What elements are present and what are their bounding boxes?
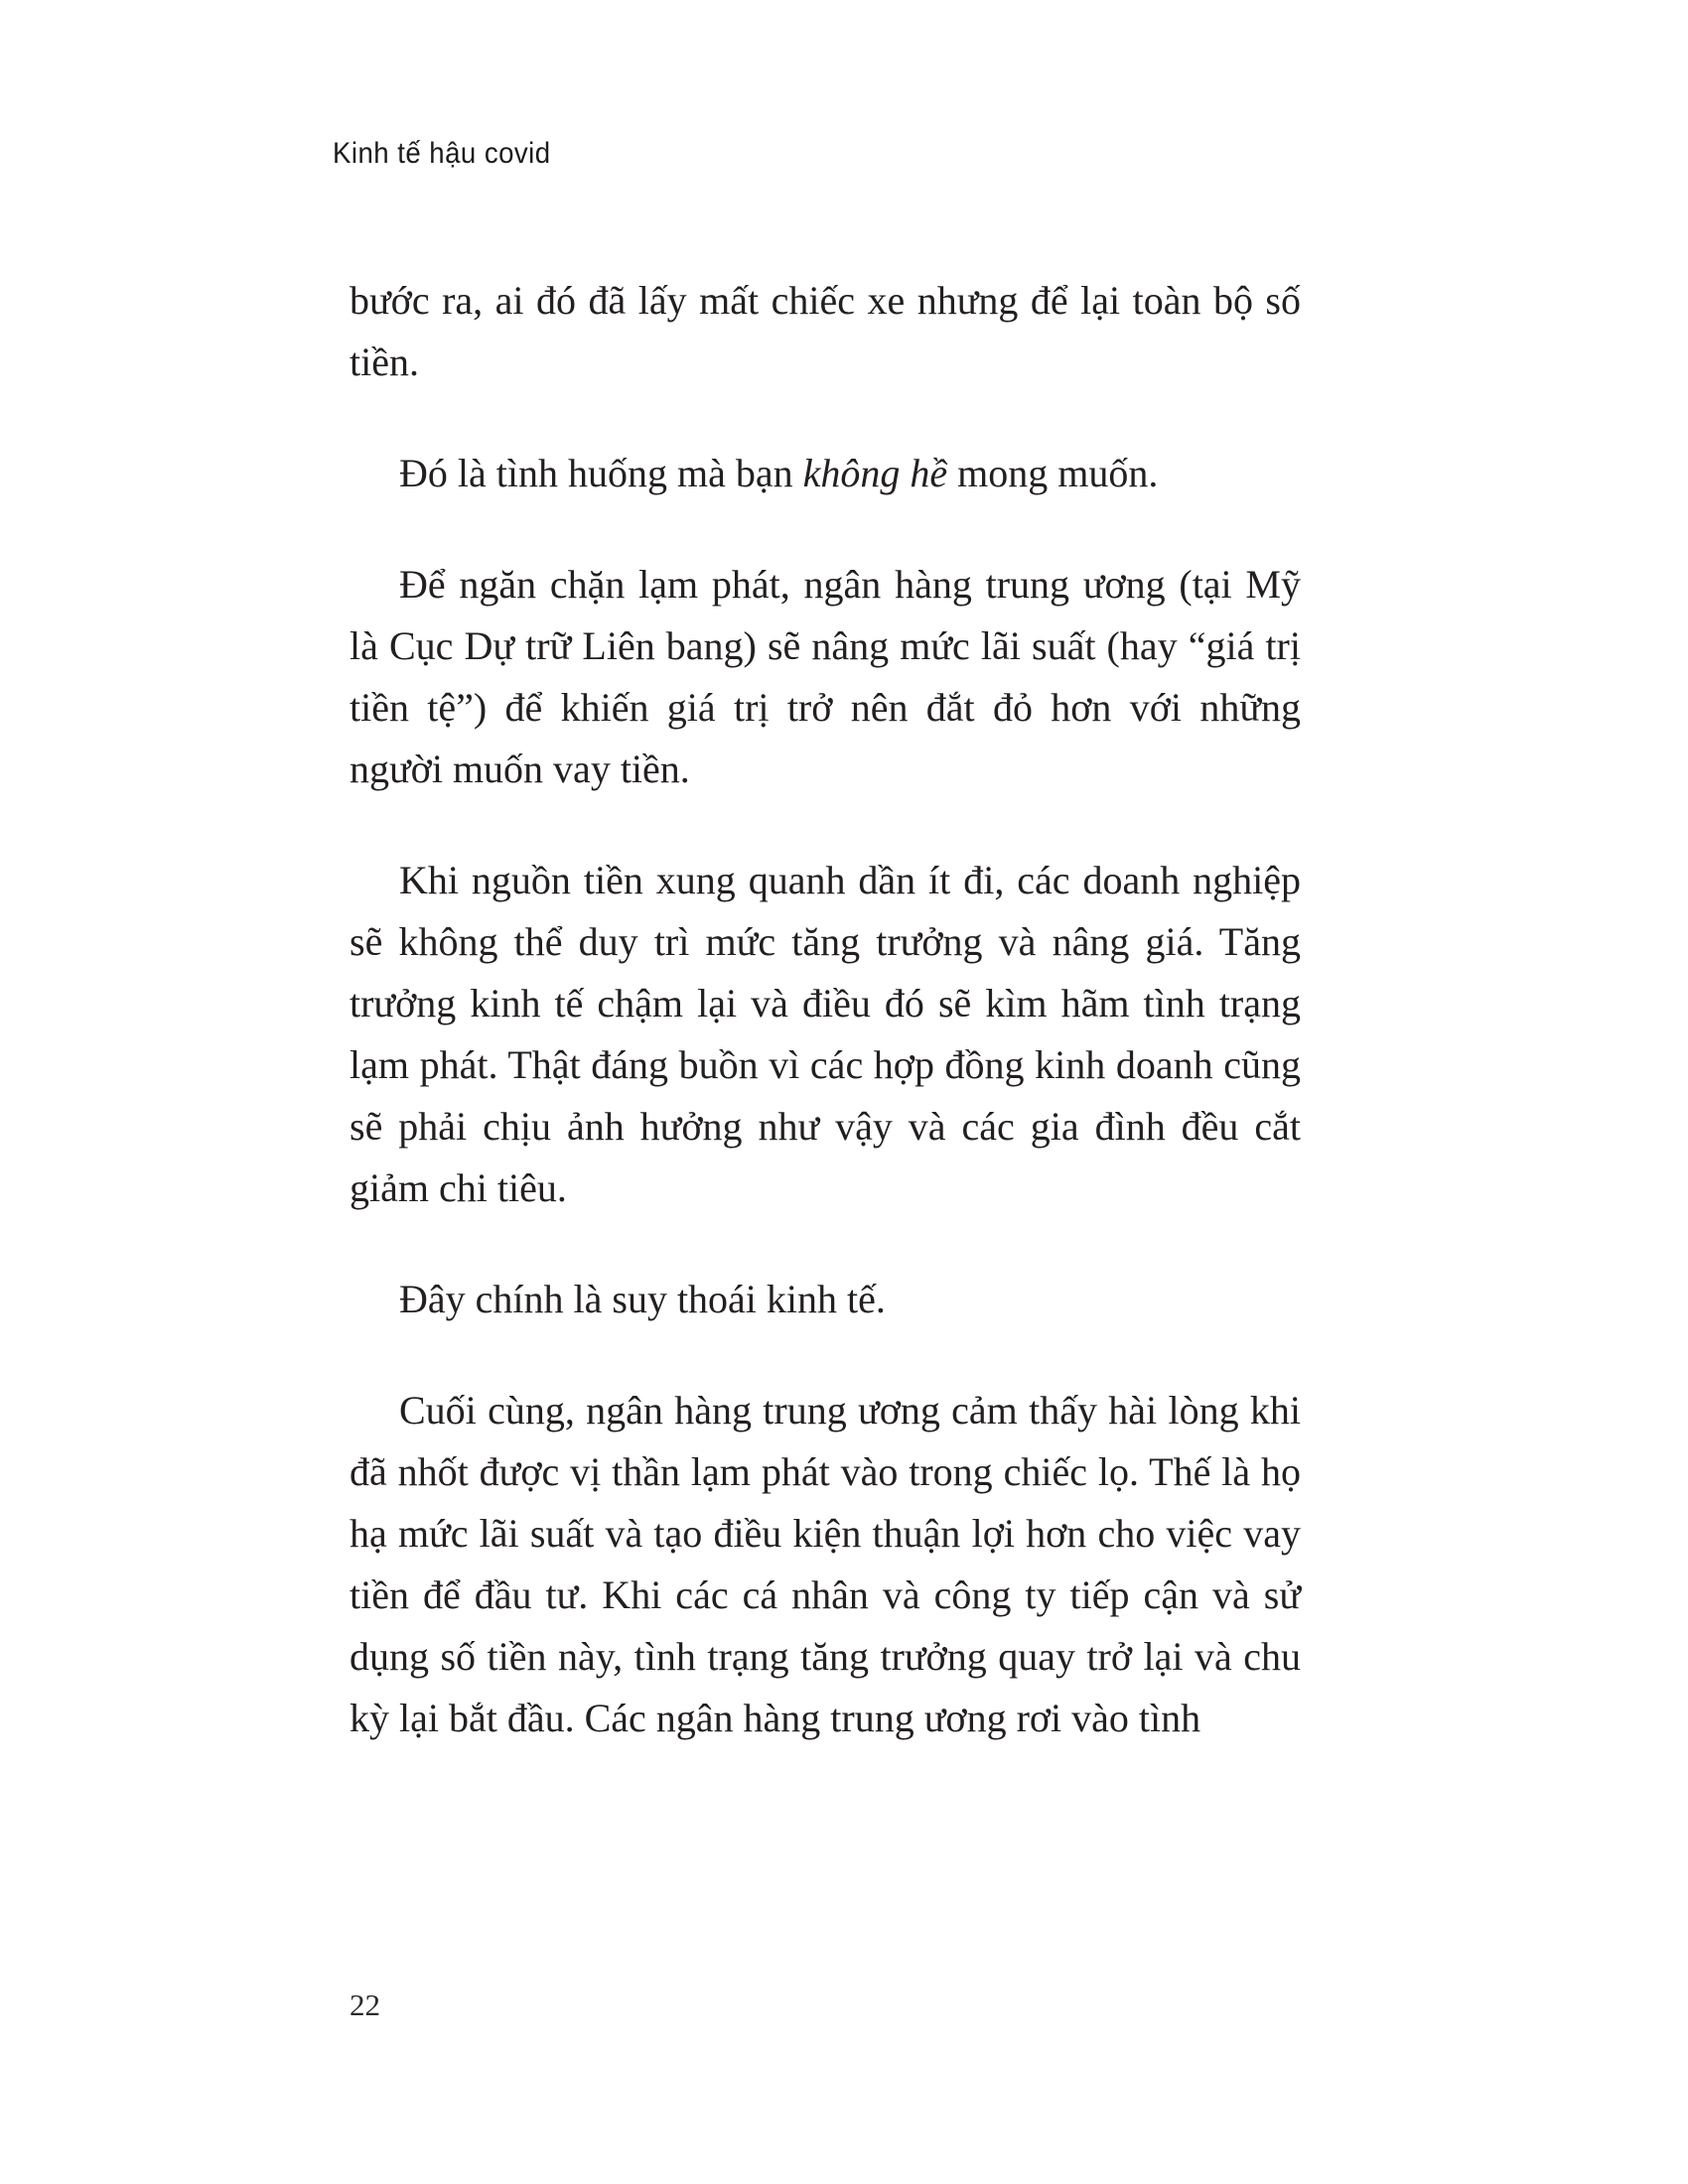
paragraph xyxy=(350,443,1301,504)
text-run: mong muốn. xyxy=(947,451,1159,495)
italic-run: không hề xyxy=(802,451,948,495)
running-header: Kinh tế hậu covid xyxy=(333,137,551,170)
paragraph xyxy=(350,554,1301,800)
paragraph xyxy=(350,1269,1301,1330)
text-run: Đây chính là suy thoái kinh tế. xyxy=(399,1277,886,1321)
paragraph xyxy=(350,850,1301,1219)
text-run: Cuối cùng, ngân hàng trung ương cảm thấy hài lòng khi đã nhốt được vị thần lạm phát vào trong chiếc lọ. Thế là họ hạ mức lãi suất và tạo điều kiện thuận lợi hơn cho việc vay tiền để đầu tư. Khi các cá nhân và công ty tiếp cận và sử dụng số tiền này, tình trạng tăng trưởng quay trở lại và chu kỳ lại bắt đầu. Các ngân hàng trung ương rơi vào tình xyxy=(350,1388,1301,1740)
text-run: Để ngăn chặn lạm phát, ngân hàng trung ương (tại Mỹ là Cục Dự trữ Liên bang) sẽ nâng mức lãi suất (hay “giá trị tiền tệ”) để khiến giá trị trở nên đắt đỏ hơn với những người muốn vay tiền. xyxy=(350,562,1301,791)
text-run: Khi nguồn tiền xung quanh dần ít đi, các doanh nghiệp sẽ không thể duy trì mức tăng trưởng và nâng giá. Tăng trưởng kinh tế chậm lại và điều đó sẽ kìm hãm tình trạng lạm phát. Thật đáng buồn vì các hợp đồng kinh doanh cũng sẽ phải chịu ảnh hưởng như vậy và các gia đình đều cắt giảm chi tiêu. xyxy=(350,858,1301,1210)
page-number: 22 xyxy=(350,1987,380,2022)
paragraph xyxy=(350,1380,1301,1749)
paragraph xyxy=(350,270,1301,393)
body-text xyxy=(350,270,1301,1799)
text-run: Đó là tình huống mà bạn xyxy=(399,451,803,495)
text-run: bước ra, ai đó đã lấy mất chiếc xe nhưng để lại toàn bộ số tiền. xyxy=(350,278,1301,384)
